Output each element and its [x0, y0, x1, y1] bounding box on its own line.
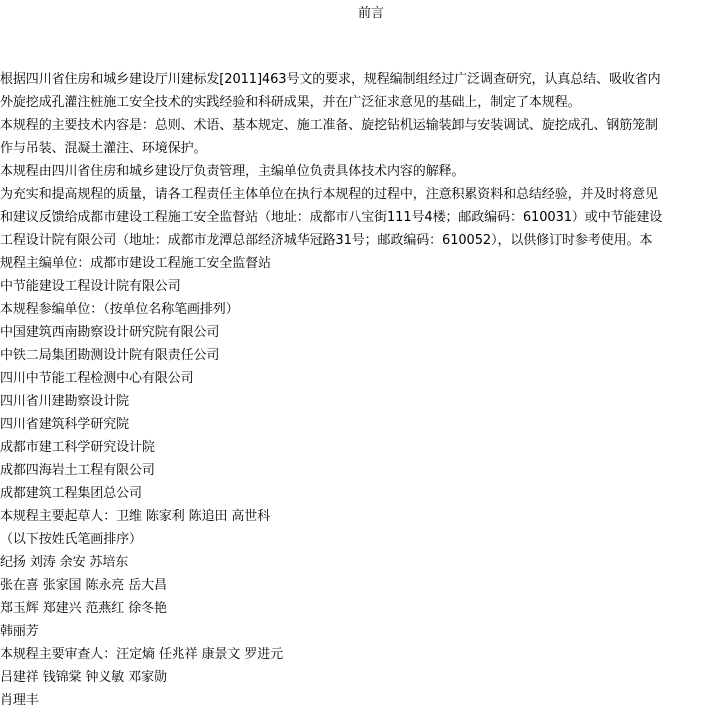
body-line: 本规程由四川省住房和城乡建设厅负责管理，主编单位负责具体技术内容的解释。 — [0, 164, 465, 179]
document-title: 前言 — [357, 6, 384, 21]
body-line: 韩丽芳 — [0, 624, 39, 639]
document-body — [0, 68, 714, 712]
body-line: 中铁二局集团勘测设计院有限责任公司 — [0, 348, 220, 363]
body-line: 根据四川省住房和城乡建设厅川建标发[2011]463号文的要求，规程编制组经过广泛调查研究，认真总结、吸收省内 — [0, 72, 661, 87]
body-line: 成都市建工科学研究设计院 — [0, 440, 155, 455]
body-line: 本规程主要审查人：汪定熵 任兆祥 康景文 罗进元 — [0, 647, 283, 662]
body-line: （以下按姓氏笔画排序） — [0, 532, 142, 547]
body-line: 规程主编单位：成都市建设工程施工安全监督站 — [0, 256, 271, 271]
body-line: 郑玉辉 郑建兴 范燕红 徐冬艳 — [0, 601, 167, 616]
body-line: 张在喜 张家国 陈永亮 岳大昌 — [0, 578, 167, 593]
body-line: 中节能建设工程设计院有限公司 — [0, 279, 181, 294]
body-line: 中国建筑西南勘察设计研究院有限公司 — [0, 325, 220, 340]
body-line: 工程设计院有限公司（地址：成都市龙潭总部经济城华冠路31号；邮政编码：610052），以供修订时参考使用。本 — [0, 233, 653, 248]
body-line: 本规程主要起草人：卫维 陈家利 陈追田 高世科 — [0, 509, 271, 524]
body-line: 四川中节能工程检测中心有限公司 — [0, 371, 194, 386]
body-line: 成都建筑工程集团总公司 — [0, 486, 142, 501]
body-line: 成都四海岩土工程有限公司 — [0, 463, 155, 478]
body-line: 作与吊装、混凝土灌注、环境保护。 — [0, 141, 207, 156]
body-line: 肖理丰 — [0, 693, 39, 708]
body-line: 吕建祥 钱锦棠 钟义敏 邓家勋 — [0, 670, 167, 685]
body-line: 外旋挖成孔灌注桩施工安全技术的实践经验和科研成果，并在广泛征求意见的基础上，制定了本规程。 — [0, 95, 581, 110]
body-line: 四川省建筑科学研究院 — [0, 417, 130, 432]
body-line: 和建议反馈给成都市建设工程施工安全监督站（地址：成都市八宝街111号4楼；邮政编码：610031）或中节能建设 — [0, 210, 663, 225]
body-line: 为充实和提高规程的质量，请各工程责任主体单位在执行本规程的过程中，注意积累资料和总结经验，并及时将意见 — [0, 187, 658, 202]
body-line: 本规程的主要技术内容是：总则、术语、基本规定、施工准备、旋挖钻机运输装卸与安装调试、旋挖成孔、钢筋笼制 — [0, 118, 658, 133]
body-line: 四川省川建勘察设计院 — [0, 394, 130, 409]
body-line: 本规程参编单位：（按单位名称笔画排列） — [0, 302, 239, 317]
body-line: 纪扬 刘涛 余安 苏培东 — [0, 555, 129, 570]
